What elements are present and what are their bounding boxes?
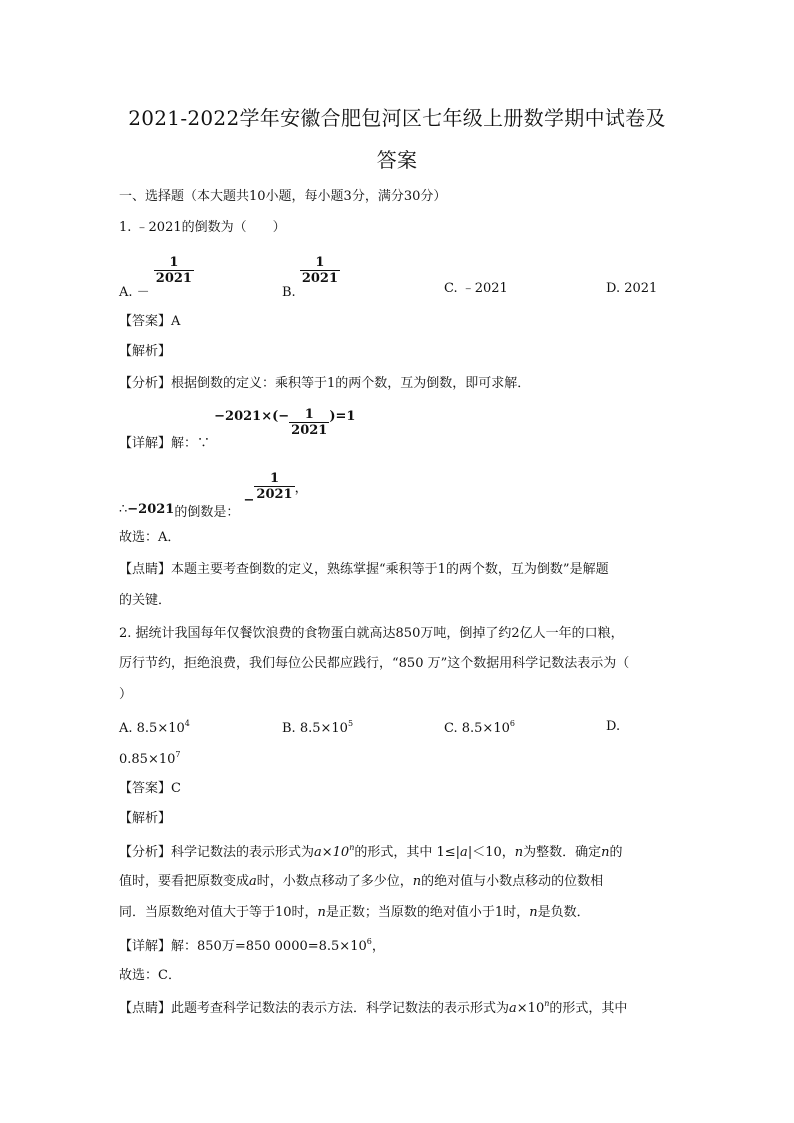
- q1-analysis-heading: 【解析】: [119, 344, 172, 359]
- q2-option-d-exponent: 7: [175, 750, 181, 759]
- q1-therefore-end: ，: [294, 481, 308, 496]
- q1-therefore-neg: −: [243, 493, 255, 508]
- q2-option-d: [119, 751, 180, 766]
- q2-xiangjie: [119, 938, 385, 953]
- q1-therefore-mid: 的倒数是：: [174, 505, 240, 520]
- q2-dianjing-c: ×10: [516, 1001, 545, 1016]
- q2-fenxi-3b: n: [317, 905, 326, 920]
- q1-option-b-numerator: 1: [315, 255, 325, 270]
- q1-answer: 【答案】A: [119, 314, 181, 329]
- q1-fenxi: 【分析】根据倒数的定义：乘积等于1的两个数，互为倒数，即可求解．: [119, 376, 531, 391]
- q2-fenxi-2c: 时，小数点移动了多少位，: [256, 874, 413, 889]
- q2-dianjing-d: n: [544, 999, 550, 1008]
- q2-dianjing-e: 的形式，其中: [549, 1001, 628, 1016]
- q2-dianjing-a: 【点睛】此题考查科学记数法的表示方法．科学记数法的表示形式为: [119, 1001, 510, 1016]
- q2-fenxi-3: [119, 906, 590, 919]
- q1-xiangjie-label: 【详解】解：∵: [119, 436, 211, 451]
- q2-option-c: [444, 720, 515, 735]
- q2-option-b-text: B. 8.5×10: [282, 721, 348, 736]
- doc-title-line2: 答案: [376, 148, 418, 172]
- q2-guxuan: 故选：C．: [119, 968, 181, 983]
- q1-guxuan: 故选：A．: [119, 530, 181, 545]
- q2-fenxi-1f: |＜10，: [467, 845, 515, 860]
- q2-option-b-exponent: 5: [347, 719, 354, 728]
- q2-fenxi-1a: 【分析】科学记数法的表示形式为: [119, 845, 315, 860]
- q2-fenxi-2a: 值时，要看把原数变成: [119, 874, 250, 889]
- q1-therefore: [119, 471, 308, 520]
- q2-dianjing-b: a: [509, 1001, 517, 1016]
- q1-option-a-numerator: 1: [169, 255, 179, 270]
- q1-dianjing-1: 【点睛】本题主要考查倒数的定义，熟练掌握“乘积等于1的两个数，互为倒数”是解题: [119, 562, 609, 577]
- q2-dianjing: [119, 1000, 627, 1015]
- q1-option-c: C. ﹣2021: [444, 281, 508, 296]
- q2-fenxi-1h: 为整数．确定: [523, 845, 602, 860]
- q2-option-b: [282, 720, 353, 735]
- q1-xiangjie-numerator: 1: [304, 407, 314, 422]
- q2-option-a: [119, 720, 190, 735]
- q1-option-a-denominator: 2021: [155, 271, 192, 286]
- q2-fenxi-1i: n: [601, 845, 610, 860]
- q2-fenxi-1c: n: [349, 843, 355, 852]
- q1-dianjing-2: 的关键．: [119, 593, 172, 608]
- q2-xiangjie-text: 【详解】解：850万=850 0000=8.5×10: [119, 939, 367, 954]
- q2-fenxi-1j: 的: [609, 845, 623, 860]
- q2-option-a-text: A. 8.5×10: [119, 721, 185, 736]
- q2-analysis-heading: 【解析】: [119, 811, 172, 826]
- q2-fenxi-1b: a×10: [314, 845, 350, 860]
- q1-therefore-fraction: [254, 472, 294, 501]
- doc-title-line1: 2021-2022学年安徽合肥包河区七年级上册数学期中试卷及: [128, 106, 666, 130]
- q1-xiangjie-expr-pre: −2021×(−: [214, 409, 290, 424]
- q2-fenxi-3e: 是负数．: [537, 905, 590, 920]
- q2-fenxi-2: [119, 875, 603, 888]
- q1-therefore-symbol: ∴: [119, 502, 128, 517]
- q2-fenxi-2d: n: [412, 874, 422, 889]
- q2-xiangjie-end: ，: [371, 939, 385, 954]
- q1-option-a-fraction: [154, 256, 194, 285]
- q2-fenxi-3d: n: [529, 905, 538, 920]
- q1-option-b-label: B.: [282, 285, 296, 300]
- q1-therefore-denominator: 2021: [256, 487, 293, 502]
- q1-option-a: [119, 255, 194, 300]
- q1-xiangjie-denominator: 2021: [291, 423, 328, 438]
- q2-fenxi-2b: a: [249, 874, 257, 889]
- q1-xiangjie-expr-post: )=1: [329, 409, 356, 424]
- q2-option-a-exponent: 4: [184, 719, 190, 728]
- q1-option-b-denominator: 2021: [301, 271, 339, 286]
- q1-therefore-number: −2021: [127, 502, 175, 517]
- q2-stem-1: 2. 据统计我国每年仅餐饮浪费的食物蛋白就高达850万吨，倒掉了约2亿人一年的口粮，: [119, 626, 624, 641]
- q1-xiangjie-fraction: [289, 408, 329, 437]
- q2-fenxi-1d: 的形式，其中 1≤|: [354, 845, 461, 860]
- q2-stem-2: 厉行节约，拒绝浪费，我们每位公民都应践行，“850 万”这个数据用科学记数法表示为（: [119, 656, 630, 671]
- q2-xiangjie-exponent: 6: [366, 937, 372, 946]
- q2-fenxi-3a: 同．当原数绝对值大于等于10时，: [119, 905, 318, 920]
- q1-option-a-label: A. －: [119, 285, 150, 300]
- q1-stem: 1. ﹣2021的倒数为（ ）: [119, 220, 286, 235]
- q1-option-d: D. 2021: [606, 281, 658, 296]
- q2-option-d-label: D.: [606, 719, 621, 734]
- q2-option-d-text: 0.85×10: [119, 752, 176, 767]
- q2-fenxi-3c: 是正数；当原数的绝对值小于1时，: [325, 905, 530, 920]
- q1-therefore-numerator: 1: [269, 471, 280, 486]
- q2-fenxi-2e: 的绝对值与小数点移动的位数相: [421, 874, 604, 889]
- q2-option-c-text: C. 8.5×10: [444, 721, 510, 736]
- q2-option-c-exponent: 6: [509, 719, 515, 728]
- q1-xiangjie: [119, 407, 356, 451]
- q1-option-b-fraction: [300, 256, 340, 285]
- q2-fenxi-1g: n: [514, 845, 524, 860]
- q2-fenxi-1e: a: [460, 845, 468, 860]
- q2-answer: 【答案】C: [119, 781, 181, 796]
- q2-fenxi-1: [119, 844, 623, 859]
- section-heading: 一、选择题（本大题共10小题，每小题3分，满分30分）: [119, 189, 447, 204]
- q1-option-b: [282, 255, 340, 300]
- q2-stem-3: ）: [119, 687, 133, 702]
